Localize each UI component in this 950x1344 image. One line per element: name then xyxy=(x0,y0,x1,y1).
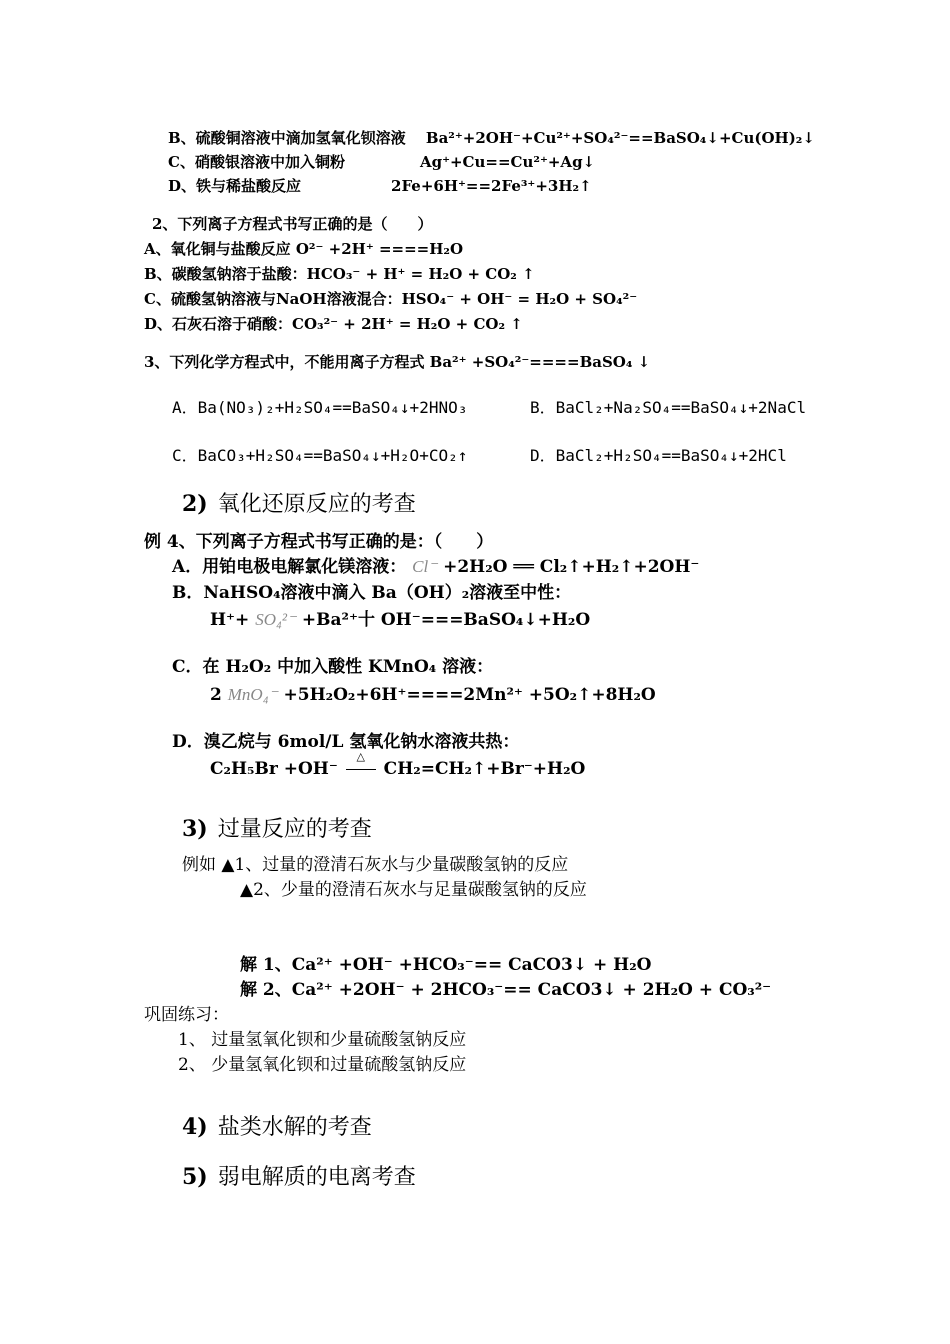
q2-option-a: A、氧化铜与盐酸反应 O²⁻ +2H⁺ ====H₂O xyxy=(144,240,464,258)
section-5-heading xyxy=(182,1163,416,1192)
section-2-number: 2) xyxy=(182,491,208,517)
example-4-option-b: B．NaHSO₄溶液中滴入 Ba（OH）₂溶液至中性： xyxy=(172,583,572,603)
practice-item-1: 1、 过量氢氧化钡和少量硫酸氢钠反应 xyxy=(178,1030,467,1050)
q1-option-d: D、铁与稀盐酸反应 2Fe+6H⁺==2Fe³⁺+3H₂↑ xyxy=(168,177,592,195)
equation-part: 2 xyxy=(210,685,222,705)
section-4-number: 4) xyxy=(182,1114,208,1140)
q2-option-c: C、硫酸氢钠溶液与NaOH溶液混合：HSO₄⁻ + OH⁻ = H₂O + SO₄²⁻ xyxy=(144,290,638,308)
equation-part: CH₂=CH₂↑+Br⁻+H₂O xyxy=(383,759,586,779)
delta-symbol: △ xyxy=(356,750,365,763)
example-line-1: 例如 ▲1、过量的澄清石灰水与少量碳酸氢钠的反应 xyxy=(182,855,569,875)
example-4-option-c-equation xyxy=(210,685,656,705)
section-3-heading xyxy=(182,815,372,844)
practice-item-2: 2、 少量氢氧化钡和过量硫酸氢钠反应 xyxy=(178,1055,467,1075)
example-4-option-c: C．在 H₂O₂ 中加入酸性 KMnO₄ 溶液： xyxy=(172,657,494,677)
example-4-option-d-equation xyxy=(210,750,586,779)
example-4-option-d: D．溴乙烷与 6mol/L 氢氧化钠水溶液共热： xyxy=(172,732,520,752)
q3-option-c: C．BaCO₃+H₂SO₄==BaSO₄↓+H₂O+CO₂↑ xyxy=(172,446,468,465)
arrow-line xyxy=(346,769,376,770)
permanganate-ion-formula: MnO₄⁻ xyxy=(227,685,278,704)
q3-stem: 3、下列化学方程式中，不能用离子方程式 Ba²⁺ +SO₄²⁻====BaSO₄ ↓ xyxy=(144,353,651,371)
practice-title: 巩固练习： xyxy=(144,1005,229,1025)
chloride-ion-formula: Cl⁻ xyxy=(412,557,438,576)
section-2-heading xyxy=(182,490,416,519)
q3-option-d: D．BaCl₂+H₂SO₄==BaSO₄↓+2HCl xyxy=(530,446,787,465)
example-line-2: ▲2、少量的澄清石灰水与足量碳酸氢钠的反应 xyxy=(240,880,587,900)
q2-stem: 2、下列离子方程式书写正确的是（ ） xyxy=(152,215,433,233)
section-3-title: 过量反应的考查 xyxy=(217,817,372,842)
section-3-number: 3) xyxy=(182,816,208,842)
solution-1: 解 1、Ca²⁺ +OH⁻ +HCO₃⁻== CaCO3↓ + H₂O xyxy=(240,955,652,975)
equation-part: +Ba²⁺十 OH⁻===BaSO₄↓+H₂O xyxy=(301,610,591,630)
example-4-stem: 例 4、下列离子方程式书写正确的是：（ ） xyxy=(144,532,494,552)
equation-part: H⁺+ xyxy=(210,610,250,630)
sulfate-ion-formula: SO₄²⁻ xyxy=(255,610,296,629)
section-2-title: 氧化还原反应的考查 xyxy=(217,492,416,517)
q2-option-d: D、石灰石溶于硝酸：CO₃²⁻ + 2H⁺ = H₂O + CO₂ ↑ xyxy=(144,315,523,333)
section-5-number: 5) xyxy=(182,1164,208,1190)
solution-2: 解 2、Ca²⁺ +2OH⁻ + 2HCO₃⁻== CaCO3↓ + 2H₂O + CO₃²⁻ xyxy=(240,980,772,1000)
q3-option-a: A．Ba(NO₃)₂+H₂SO₄==BaSO₄↓+2HNO₃ xyxy=(172,398,468,417)
q2-option-b: B、碳酸氢钠溶于盐酸：HCO₃⁻ + H⁺ = H₂O + CO₂ ↑ xyxy=(144,265,535,283)
option-a-text: A．用铂电极电解氯化镁溶液： xyxy=(172,557,407,577)
example-4-option-b-equation xyxy=(210,610,590,630)
option-a-equation: +2H₂O ══ Cl₂↑+H₂↑+2OH⁻ xyxy=(443,557,700,577)
example-4-option-a xyxy=(172,557,699,577)
equation-part: +5H₂O₂+6H⁺====2Mn²⁺ +5O₂↑+8H₂O xyxy=(283,685,656,705)
q3-option-b: B．BaCl₂+Na₂SO₄==BaSO₄↓+2NaCl xyxy=(530,398,807,417)
heating-arrow xyxy=(344,750,378,779)
equation-part: C₂H₅Br +OH⁻ xyxy=(210,759,338,779)
section-4-title: 盐类水解的考查 xyxy=(217,1115,372,1140)
q1-option-b: B、硫酸铜溶液中滴加氢氧化钡溶液 Ba²⁺+2OH⁻+Cu²⁺+SO₄²⁻==BaSO₄↓+Cu(OH)₂↓ xyxy=(168,129,815,147)
section-4-heading xyxy=(182,1113,372,1142)
q1-option-c: C、硝酸银溶液中加入铜粉 Ag⁺+Cu==Cu²⁺+Ag↓ xyxy=(168,153,596,171)
section-5-title: 弱电解质的电离考查 xyxy=(217,1165,416,1190)
